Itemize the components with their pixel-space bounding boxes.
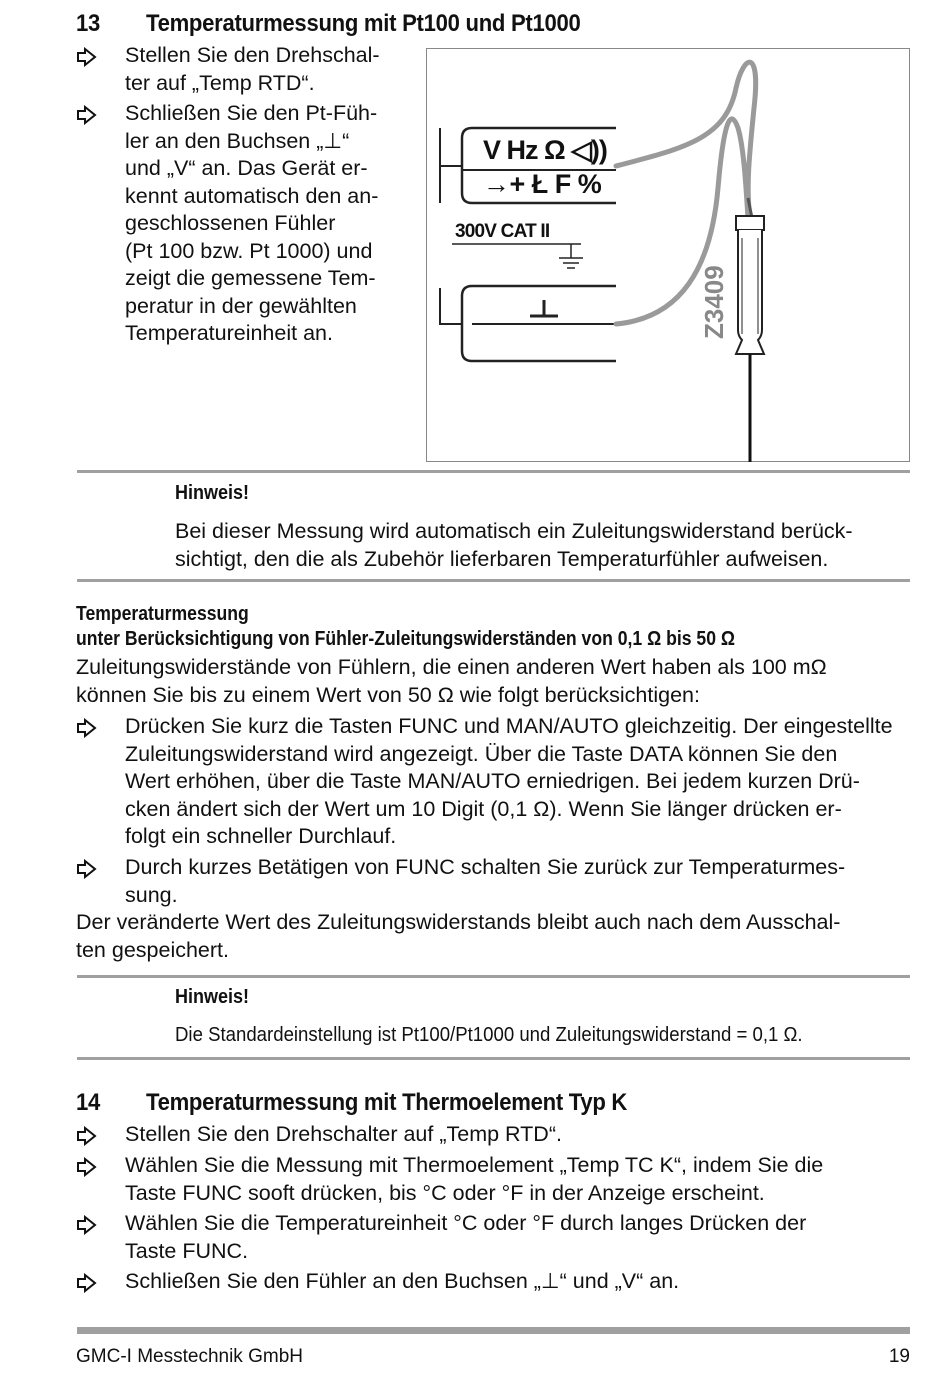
- s14-bullet-2: [125, 1152, 823, 1207]
- lead-intro: [76, 654, 827, 709]
- divider: [77, 1057, 910, 1060]
- section-14-number: 14: [76, 1089, 101, 1116]
- lead-b1-line-3: Wert erhöhen, über die Taste MAN/AUTO erniedrigen. Bei jedem kurzen Drü-: [125, 769, 860, 793]
- arrow-bullet-icon: [76, 1215, 98, 1235]
- s14-b1-line-1: Stellen Sie den Drehschalter auf „Temp RTD“.: [125, 1122, 562, 1146]
- section-13-heading: [76, 10, 100, 38]
- lead-intro-line-1: Zuleitungswiderstände von Fühlern, die einen anderen Wert haben als 100 mΩ: [76, 655, 827, 679]
- s13-b2-line-3: und „V“ an. Das Gerät er-: [125, 156, 368, 180]
- lead-resistance-heading: [76, 602, 735, 652]
- hint-2-title: Hinweis!: [175, 986, 250, 1008]
- lead-outro: [76, 909, 840, 964]
- divider: [77, 470, 910, 473]
- divider: [77, 975, 910, 978]
- arrow-bullet-icon: [76, 1126, 98, 1146]
- lead-b2-line-1: Durch kurzes Betätigen von FUNC schalten Sie zurück zur Temperaturmes-: [125, 855, 846, 879]
- s14-b3-line-2: Taste FUNC.: [125, 1238, 249, 1263]
- s14-b2-line-2: Taste FUNC sooft drücken, bis °C oder °F in der Anzeige erscheint.: [125, 1180, 765, 1205]
- s13-bullet-2: [125, 100, 378, 348]
- arrow-bullet-icon: [76, 105, 98, 125]
- lead-b1-line-5: folgt ein schneller Durchlauf.: [125, 824, 397, 848]
- s13-b2-line-4: kennt automatisch den an-: [125, 183, 379, 208]
- arrow-bullet-icon: [76, 1157, 98, 1177]
- figure-code: Z3409: [699, 265, 729, 339]
- hint-2-text: Die Standardeinstellung ist Pt100/Pt1000 und Zuleitungswiderstand = 0,1 Ω.: [175, 1024, 803, 1046]
- hint-1-line-1: Bei dieser Messung wird automatisch ein Zuleitungswiderstand berück-: [175, 519, 853, 543]
- footer-rule: [77, 1327, 910, 1334]
- cat-rating-label: 300V CAT II: [455, 221, 550, 242]
- probe-connection-figure: [426, 48, 910, 462]
- s13-b2-line-5: geschlossenen Fühler: [125, 211, 336, 235]
- s13-b2-line-8: peratur in der gewählten: [125, 293, 357, 318]
- arrow-bullet-icon: [76, 859, 98, 879]
- hint-1-line-2: sichtigt, den die als Zubehör lieferbaren Temperaturfühler aufweisen.: [175, 546, 829, 571]
- s13-b1-line-2: ter auf „Temp RTD“.: [125, 70, 315, 95]
- lead-b2-line-2: sung.: [125, 882, 178, 907]
- lead-heading-line-1: Temperaturmessung: [76, 603, 249, 625]
- terminal-v-label: V Hz Ω ◁)): [483, 135, 607, 165]
- s13-b2-line-7: zeigt die gemessene Tem-: [125, 266, 376, 290]
- hint-1-title: Hinweis!: [175, 482, 250, 504]
- lead-bullet-1: [125, 713, 893, 851]
- section-13-number: 13: [76, 10, 101, 37]
- s14-bullet-1: [125, 1121, 562, 1149]
- s14-bullet-3: [125, 1210, 806, 1265]
- lead-outro-line-1: Der veränderte Wert des Zuleitungswiderstands bleibt auch nach dem Ausschal-: [76, 910, 841, 934]
- lead-bullet-2: [125, 854, 845, 909]
- s14-b2-line-1: Wählen Sie die Messung mit Thermoelement „Temp TC K“, indem Sie die: [125, 1153, 824, 1177]
- s13-bullet-1: [125, 42, 380, 97]
- lead-b1-line-4: cken ändert sich der Wert um 10 Digit (0,1 Ω). Wenn Sie länger drücken er-: [125, 796, 842, 821]
- arrow-bullet-icon: [76, 718, 98, 738]
- lead-heading-line-2: unter Berücksichtigung von Fühler-Zuleitungswiderständen von 0,1 Ω bis 50 Ω: [76, 628, 735, 650]
- hint-1-text: [175, 518, 853, 573]
- lead-outro-line-2: ten gespeichert.: [76, 937, 229, 962]
- s14-b3-line-1: Wählen Sie die Temperatureinheit °C oder °F durch langes Drücken der: [125, 1211, 807, 1235]
- arrow-bullet-icon: [76, 1273, 98, 1293]
- s14-b4-line-1: Schließen Sie den Fühler an den Buchsen „⊥“ und „V“ an.: [125, 1269, 680, 1293]
- s13-b2-line-6: (Pt 100 bzw. Pt 1000) und: [125, 238, 373, 263]
- lead-b1-line-1: Drücken Sie kurz die Tasten FUNC und MAN/AUTO gleichzeitig. Der eingestellte: [125, 714, 893, 738]
- s14-bullet-4: [125, 1268, 679, 1296]
- arrow-bullet-icon: [76, 47, 98, 67]
- footer-company: GMC-I Messtechnik GmbH: [76, 1346, 303, 1367]
- lead-intro-line-2: können Sie bis zu einem Wert von 50 Ω wie folgt berücksichtigen:: [76, 682, 700, 707]
- divider: [77, 579, 910, 582]
- s13-b2-line-1: Schließen Sie den Pt-Füh-: [125, 101, 378, 125]
- section-13-title: Temperaturmessung mit Pt100 und Pt1000: [146, 10, 581, 37]
- terminal-function-label: →+ Ł F %: [483, 169, 602, 199]
- s13-b1-line-1: Stellen Sie den Drehschal-: [125, 43, 380, 67]
- page-number: 19: [888, 1346, 910, 1367]
- lead-b1-line-2: Zuleitungswiderstand wird angezeigt. Über die Taste DATA können Sie den: [125, 741, 838, 766]
- s13-b2-line-9: Temperatureinheit an.: [125, 321, 333, 345]
- s13-b2-line-2: ler an den Buchsen „⊥“: [125, 128, 350, 153]
- section-14-title: Temperaturmessung mit Thermoelement Typ K: [146, 1089, 628, 1116]
